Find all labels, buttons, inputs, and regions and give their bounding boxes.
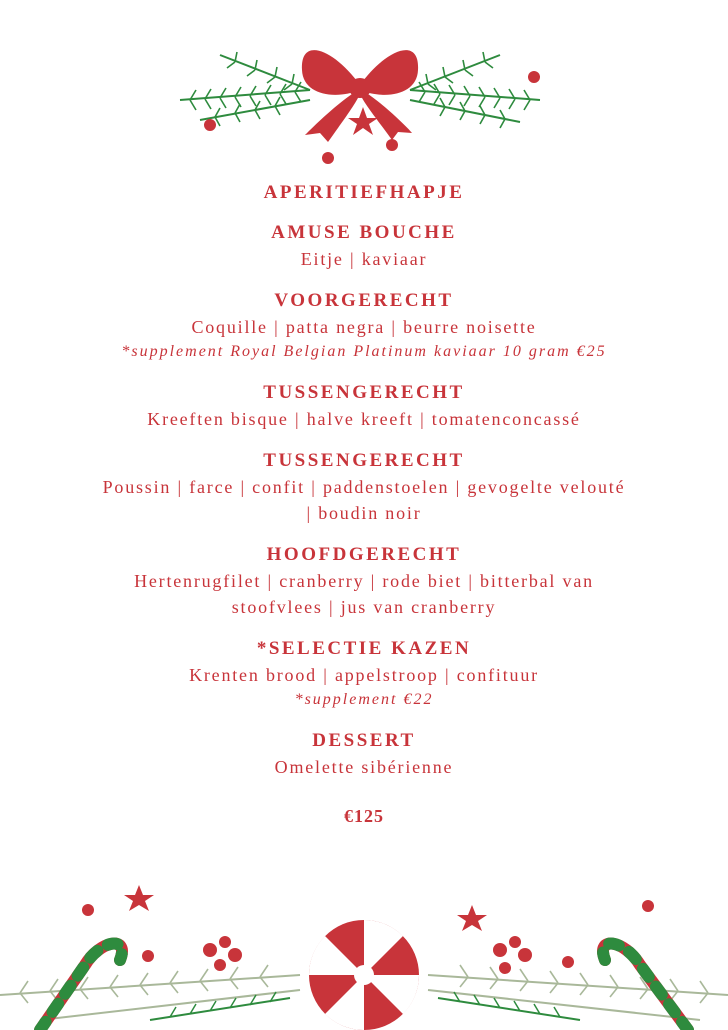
course-dishes: Krenten brood | appelstroop | confituur bbox=[189, 665, 539, 685]
course-dishes: | boudin noir bbox=[306, 503, 422, 523]
course-dishes: Hertenrugfilet | cranberry | rode biet | bitterbal van bbox=[134, 571, 594, 591]
supplement-note: *supplement Royal Belgian Platinum kaviaar 10 gram €25 bbox=[121, 343, 607, 360]
course-dishes: Poussin | farce | confit | paddenstoelen | gevogelte velouté bbox=[102, 477, 626, 497]
supplement-note: *supplement €22 bbox=[294, 691, 434, 708]
christmas-bow-garland-icon bbox=[160, 30, 560, 180]
menu-content bbox=[0, 180, 728, 827]
aperitief-heading: APERITIEFHAPJE bbox=[263, 182, 465, 203]
course-dishes: Coquille | patta negra | beurre noisette bbox=[191, 317, 537, 337]
course-dishes: Omelette sibérienne bbox=[274, 757, 454, 777]
course-heading: *SELECTIE KAZEN bbox=[256, 638, 472, 659]
course-dishes: Kreeften bisque | halve kreeft | tomatenconcassé bbox=[147, 409, 581, 429]
candy-cane-garland-icon bbox=[0, 880, 728, 1030]
menu-price: €125 bbox=[344, 806, 384, 826]
course-kazen bbox=[0, 636, 728, 712]
course-heading: AMUSE BOUCHE bbox=[271, 222, 457, 243]
course-tussengerecht-1 bbox=[0, 380, 728, 432]
course-voorgerecht bbox=[0, 288, 728, 364]
course-dishes: stoofvlees | jus van cranberry bbox=[231, 597, 497, 617]
course-heading: DESSERT bbox=[312, 730, 416, 751]
course-heading: TUSSENGERECHT bbox=[263, 450, 465, 471]
course-tussengerecht-2 bbox=[0, 448, 728, 526]
course-heading: TUSSENGERECHT bbox=[263, 382, 465, 403]
course-hoofdgerecht bbox=[0, 542, 728, 620]
course-dishes: Eitje | kaviaar bbox=[300, 249, 428, 269]
course-heading: VOORGERECHT bbox=[274, 290, 454, 311]
course-dessert bbox=[0, 728, 728, 780]
course-heading: HOOFDGERECHT bbox=[266, 544, 462, 565]
course-amuse bbox=[0, 220, 728, 272]
